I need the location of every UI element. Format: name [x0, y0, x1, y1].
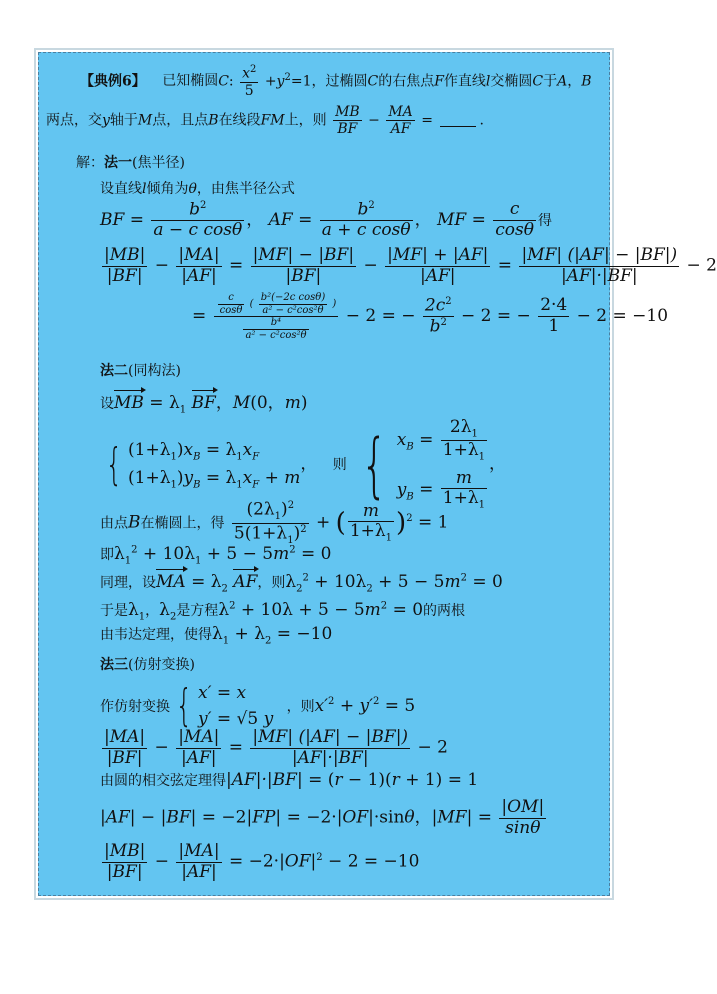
method-2-roots: 于是$\lambda_1$，$\lambda_2$是方程$\lambda^2 + 10\lambda + 5 - 5m^2 = 0$的两根 [100, 600, 466, 623]
method-2-vieta: 由韦达定理，使得$\lambda_1 + \lambda_2 = -10$ [100, 624, 333, 647]
example-tag: 【典例6】 [80, 73, 146, 90]
method-2-header: 法二(同构法) [100, 363, 181, 379]
method-1-intro: 设直线l倾角为θ，由焦半径公式 [100, 181, 295, 197]
answer-blank [440, 112, 476, 127]
method-3-expression-1: $\frac{|MA|}{|BF|}$ − $\frac{|MA|}{|AF|}$ = $\frac{|MF| (|AF| - |BF|)}{|AF|\cdot|BF|}$ − 2 [104, 727, 448, 768]
method-2-system: { $(1+\lambda_1)x_B = \lambda_1x_F$ $(1+\lambda_1)y_B = \lambda_1x_F + m$ ， 则 { $x_B$ = $\frac{2\lambda_1}{1+\lambda_1}$ $y_B$ = $\frac{m}{1+\lambda_1}$ ， [105, 417, 506, 511]
method-2-setup: 设MB = $\lambda_1$ BF，M(0，m) [100, 393, 308, 416]
focal-radius-formulas: BF = $\frac{b^2}{\text{a − c cosθ}}$ ， AF = $\frac{b^2}{\text{a + c cosθ}}$ ， MF = $\frac{c}{\cos\theta}$ 得 [100, 199, 552, 241]
method-3-chord-theorem: 由圆的相交弦定理得|AF|·|BF| = (r − 1)(r + 1) = 1 [100, 770, 479, 790]
method-2-equation-1: 即$\lambda_1^2 + 10\lambda_1 + 5 - 5m^2 = 0$ [100, 544, 332, 567]
method-2-on-ellipse: 由点B在椭圆上，得 $\frac{(2\lambda_1)^2}{5(1+\lambda_1)^2}$ + ( $\frac{m}{1+\lambda_1}$ )$^2$ = 1 [100, 499, 449, 546]
method-3-result: $\frac{|MB|}{|BF|}$ − $\frac{|MA|}{|AF|}$ = $-2\cdot|OF|^2 - 2 = -10$ [104, 841, 420, 882]
problem-line-2: 两点，交y轴于M点，且点B在线段FM上，则 $\frac{MB}{BF}$ − $\frac{MA}{AF}$ = . [46, 104, 484, 138]
method-3-header: 法三(仿射变换) [100, 657, 195, 673]
method-3-expression-2: |AF| − |BF| = −2|FP| = −2·|OF|·sinθ，|MF| = $\frac{|OM|}{\sin\theta}$ [100, 797, 545, 838]
method-2-equation-2: 同理，设MA = $\lambda_2$ AF，则$\lambda_2^2 + 10\lambda_2 + 5 - 5m^2 = 0$ [100, 572, 503, 595]
problem-line-1: 【典例6】 已知椭圆C: $\frac{x^2}{5}$ $+y^2=1$，过椭圆C的右焦点F作直线l交椭圆C于A，B [80, 64, 592, 99]
method-1-expression-1: $\frac{|MB|}{|BF|}$ − $\frac{|MA|}{|AF|}$ = $\frac{|MF| - |BF|}{|BF|}$ − $\frac{|MF| + |AF|}{|AF|}$ = $\frac{|MF| (|AF| - |BF|)}{|AF|\cdot|BF|}$ − 2 [104, 245, 717, 286]
method-1-expression-2: = $\frac{c}{\cos\theta}$ ( $\frac{\text{b²(−2c cosθ)}}{\text{a² − c²cos²θ}}$ ) $\frac{\text{b⁴}}{\text{a² − c²cos²θ}}$ − 2 = − $\frac{2c^2}{b^2}$ − 2 = − $\frac{2\cdot 4}{1}$ − 2 = −10 [192, 292, 669, 341]
method-3-transform: 作仿射变换 { x′ = x y′ = √5 y ，则$x'^2 + y'^2 = 5$ [100, 680, 416, 732]
method-1-header: 解：法一(焦半径) [76, 155, 185, 171]
